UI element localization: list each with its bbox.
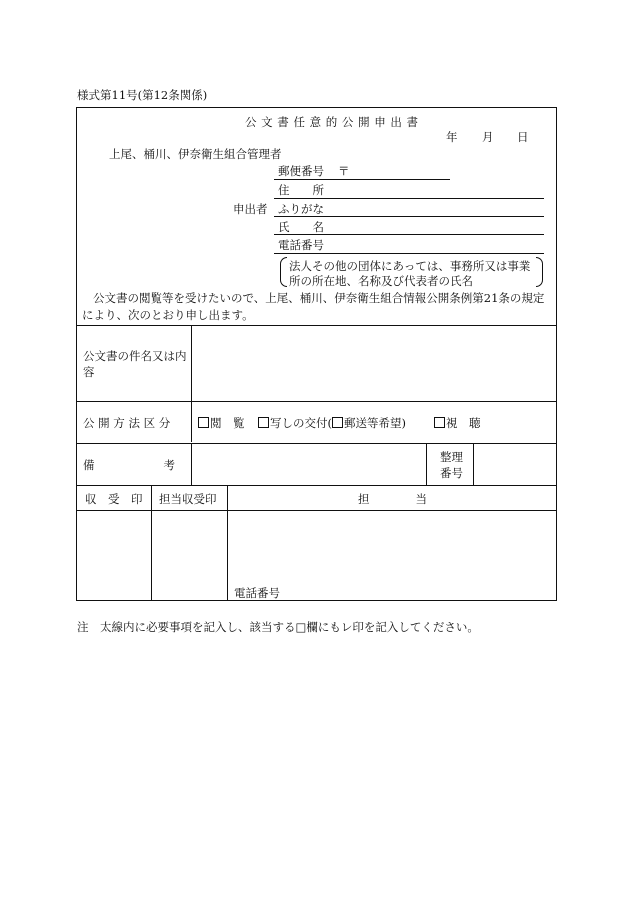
- remarks-field[interactable]: [192, 444, 425, 484]
- receipt-header-top: [76, 485, 557, 486]
- note-line-1: 法人その他の団体にあっては、事務所又は事業: [289, 259, 531, 273]
- applicant-label: 申出者: [233, 202, 268, 216]
- checkbox-view[interactable]: [198, 417, 209, 428]
- postal-mark: 〒: [338, 164, 350, 178]
- checkbox-copy[interactable]: [258, 417, 269, 428]
- seiri-label-1: 整理: [440, 450, 463, 464]
- method-view-text: 閲 覧: [210, 416, 245, 430]
- method-label: 公 開 方 法 区 分: [83, 416, 171, 430]
- furigana-line[interactable]: [274, 216, 544, 217]
- method-top-line: [76, 401, 557, 402]
- seiri-field[interactable]: [474, 444, 556, 484]
- method-copy-text: 写しの交付(: [270, 416, 332, 430]
- addressee: 上尾、桶川、伊奈衛生組合管理者: [109, 147, 282, 161]
- note-line-2: 所の所在地、名称及び代表者の氏名: [289, 274, 473, 288]
- handler-stamp-label: 担当収受印: [159, 492, 217, 506]
- name-line[interactable]: [274, 234, 544, 235]
- postal-line: [274, 179, 450, 180]
- date-year: 年: [446, 130, 458, 144]
- date-month: 月: [482, 130, 494, 144]
- subject-label: 公文書の件名又は内容: [83, 349, 187, 379]
- seiri-label-2: 番号: [440, 466, 463, 480]
- subject-field[interactable]: [192, 326, 556, 400]
- method-audio-text: 視 聴: [446, 416, 481, 430]
- date-day: 日: [517, 130, 529, 144]
- method-mail-text: 郵送等希望): [344, 416, 406, 430]
- postal-label: 郵便番号: [278, 164, 324, 178]
- address-label: 住 所: [278, 183, 324, 197]
- request-text: 公文書の閲覧等を受けたいので、上尾、桶川、伊奈衛生組合情報公開条例第21条の規定により、次のとおり申し出ます。: [82, 291, 545, 322]
- note-bracket-left: [280, 257, 287, 287]
- note-bracket-right: [536, 257, 543, 287]
- remarks-label: 備 考: [83, 458, 175, 472]
- address-line[interactable]: [274, 198, 544, 199]
- form-title: 公 文 書 任 意 的 公 開 申 出 書: [245, 115, 419, 129]
- method-option-view[interactable]: [198, 415, 245, 431]
- footer-note: 注 太線内に必要事項を記入し、該当する□欄にもレ印を記入してください。: [77, 620, 479, 634]
- method-option-audio[interactable]: [434, 415, 481, 431]
- checkbox-mail[interactable]: [332, 417, 343, 428]
- furigana-label: ふりがな: [278, 202, 324, 216]
- method-option-copy[interactable]: [258, 415, 406, 431]
- form-number: 様式第11号(第12条関係): [77, 88, 208, 102]
- receipt-stamp-field[interactable]: [77, 511, 151, 600]
- handler-phone-label: 電話番号: [234, 586, 280, 600]
- seiri-left-divider: [426, 443, 427, 485]
- receipt-stamp-label: 収 受 印: [85, 492, 143, 506]
- name-label: 氏 名: [278, 220, 324, 234]
- handler-stamp-field[interactable]: [152, 511, 227, 600]
- checkbox-audio[interactable]: [434, 417, 445, 428]
- handler-label: 担 当: [358, 492, 427, 506]
- phone-label: 電話番号: [278, 238, 324, 252]
- phone-line[interactable]: [274, 253, 544, 254]
